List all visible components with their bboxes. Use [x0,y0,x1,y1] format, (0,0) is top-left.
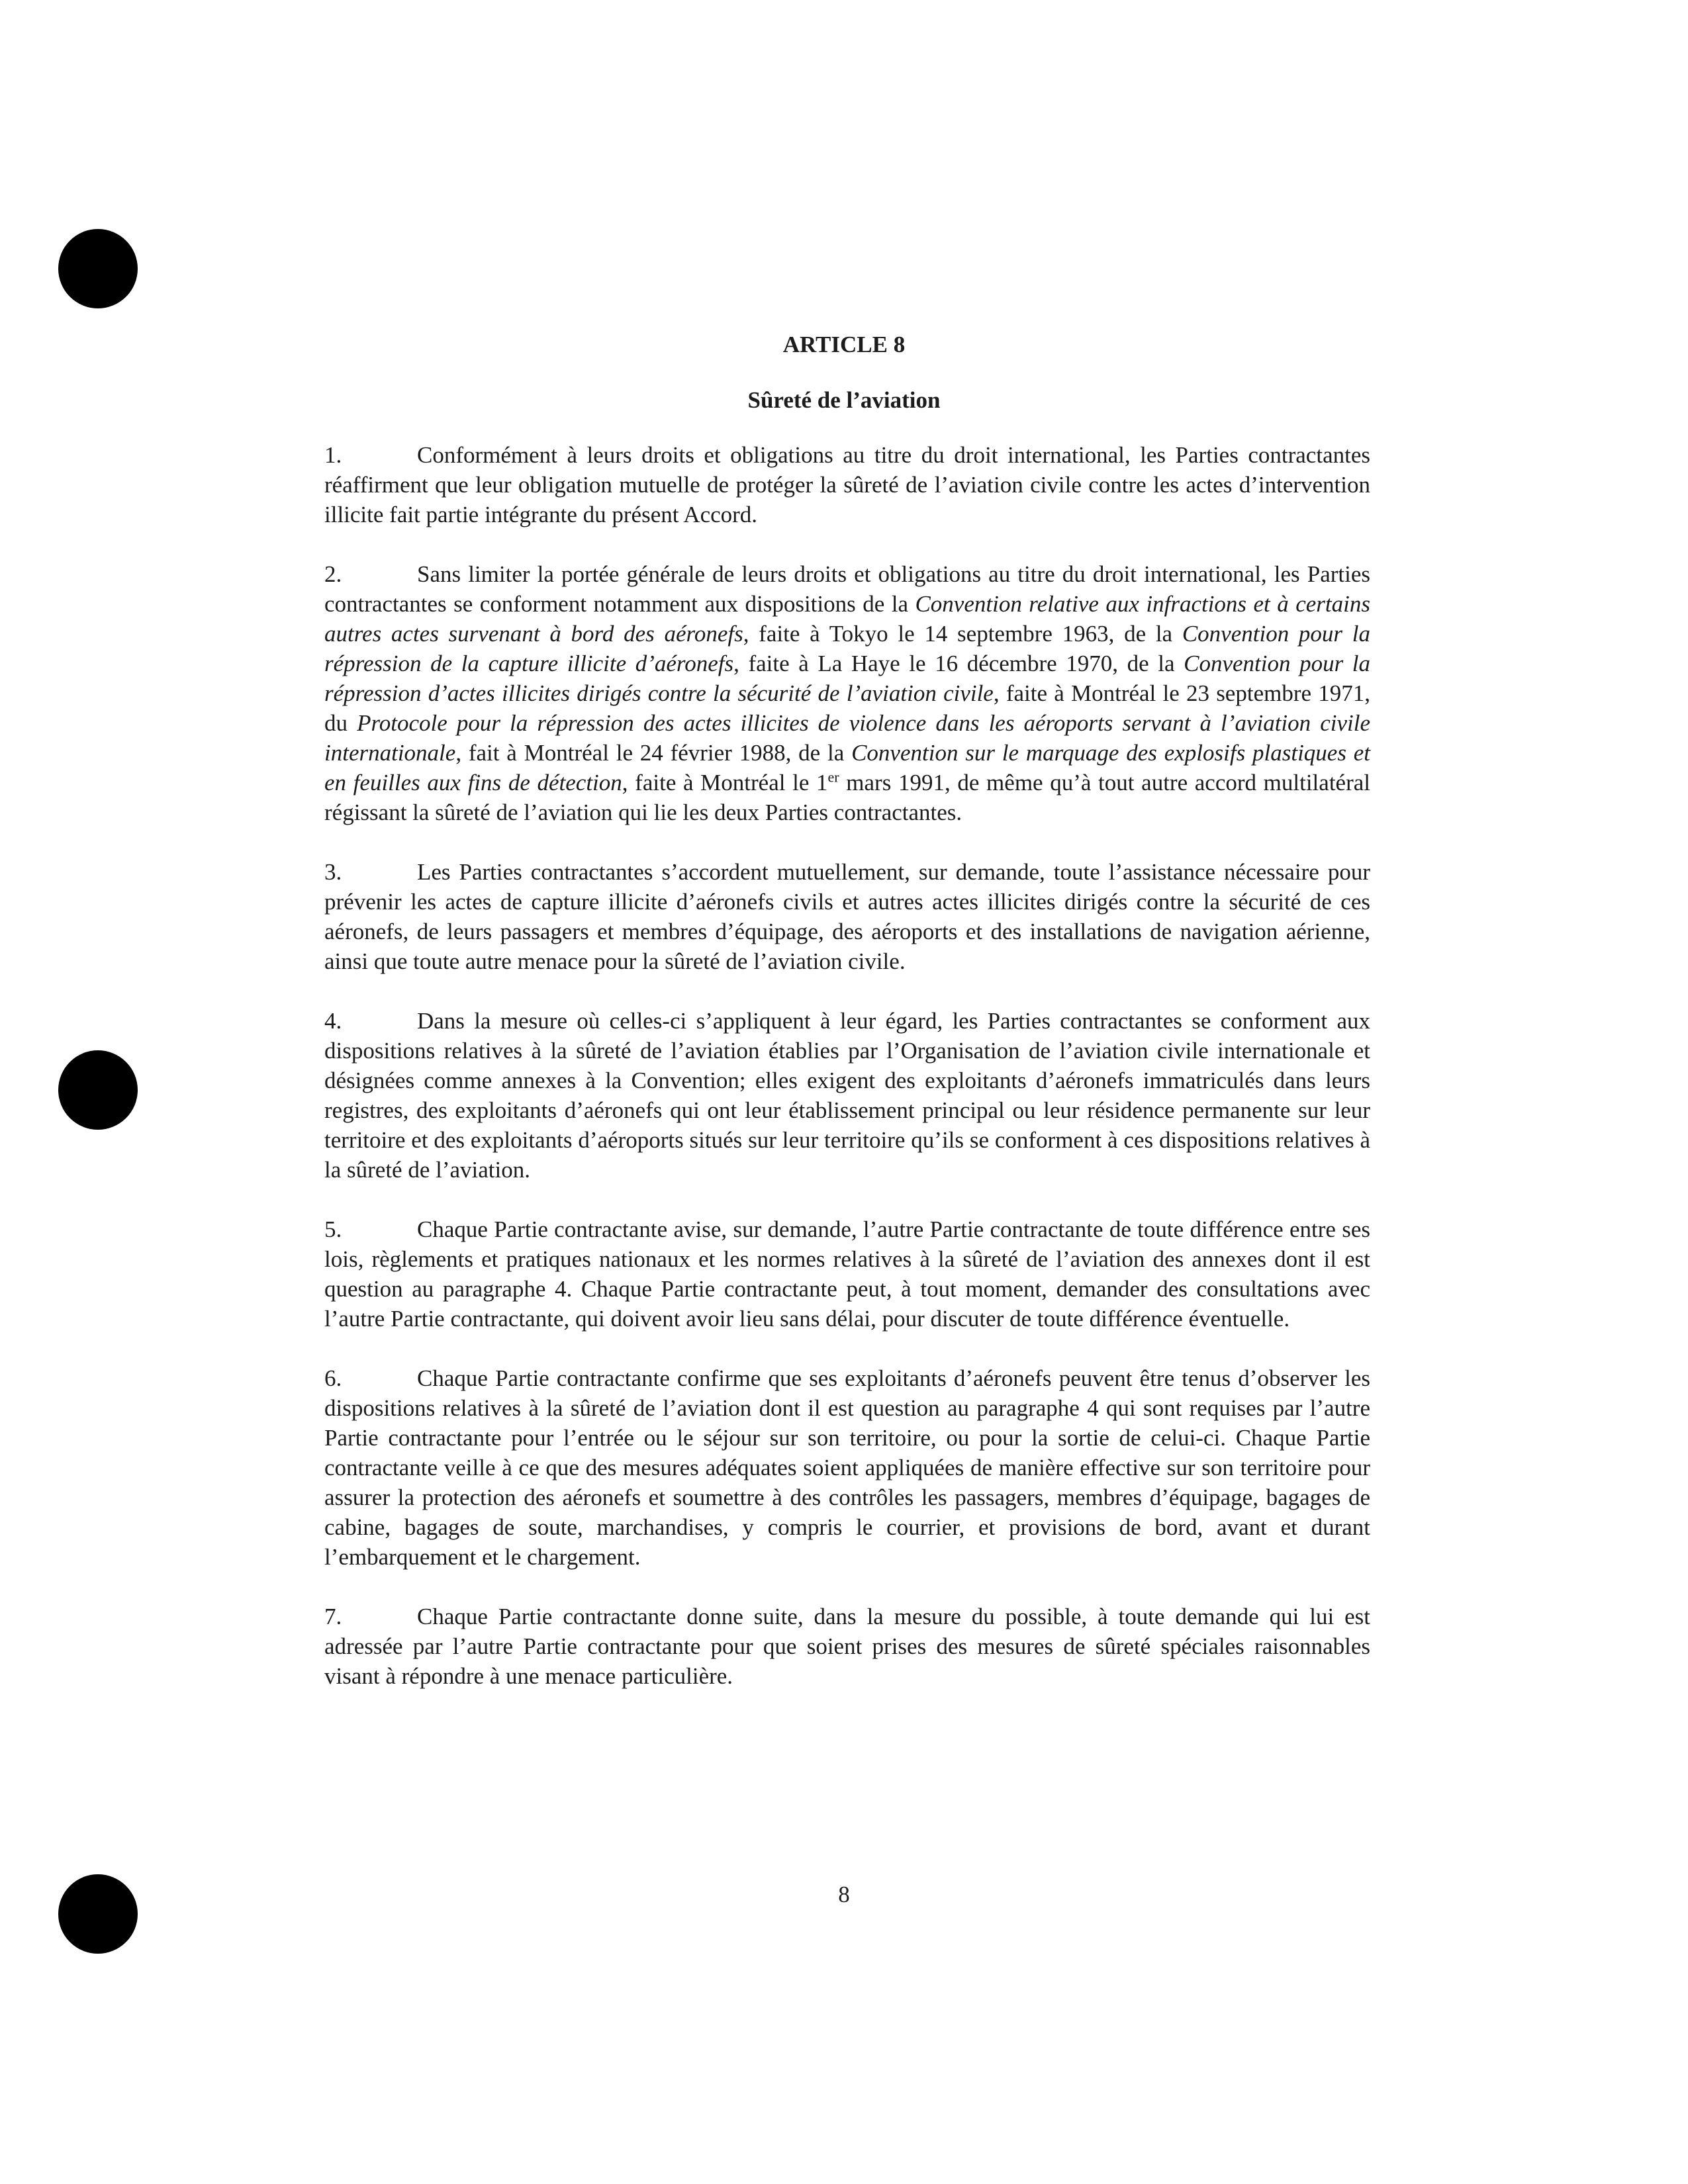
convention-title-tokyo: Convention relative aux infractions et à certains autres actes survenant à bord des aéronefs [324,591,1370,647]
paragraph-number: 2. [324,561,342,587]
convention-title-1991: Convention sur le marquage des explosifs plastiques et en feuilles aux fins de détection [324,740,1371,796]
paragraph-5 [324,1214,1370,1334]
paragraph-text: Chaque Partie contractante confirme que ses exploitants d’aéronefs peuvent être tenus d’observer les dispositions relatives à la sûreté de l’aviation dont il est question au paragraphe 4 qui sont requises par l’autre Partie contractante pour l’entrée ou le séjour sur son territoire, ou pour la sortie de celui-ci. Chaque Partie contractante veille à ce que des mesures adéquates soient appliquées de manière effective sur son territoire pour assurer la protection des aéronefs et soumettre à des contrôles les passagers, membres d’équipage, bagages de cabine, bagages de soute, marchandises, y compris le courrier, et provisions de bord, avant et durant l’embarquement et le chargement. [324,1365,1370,1570]
paragraph-1 [324,440,1370,529]
paragraph-text: Sans limiter la portée générale de leurs droits et obligations au titre du droit international, les Parties contractantes se conforment notamment aux dispositions de la [324,561,1370,617]
paragraph-7 [324,1602,1370,1691]
paragraph-text: , fait à Montréal le 24 février 1988, de la [455,740,852,766]
article-number: ARTICLE 8 [782,332,906,357]
ordinal-superscript: er [827,768,839,786]
paragraph-6 [324,1363,1370,1572]
paragraph-text: , faite à Montréal le 23 septembre 1971, du [324,680,1370,736]
article-title: Sûreté de l’aviation [747,387,941,413]
convention-title-la-haye: Convention pour la répression de la capture illicite d’aéronefs [324,621,1370,676]
paragraph-number: 7. [324,1604,342,1629]
paragraph-text: Les Parties contractantes s’accordent mutuellement, sur demande, toute l’assistance nécessaire pour prévenir les actes de capture illicite d’aéronefs civils et autres actes illicites dirigés contre la sécurité de ces aéronefs, de leurs passagers et membres d’équipage, des aéroports et des installations de navigation aérienne, ainsi que toute autre menace pour la sûreté de l’aviation civile. [324,859,1370,974]
paragraph-number: 6. [324,1365,342,1391]
paragraph-number: 5. [324,1216,342,1242]
paragraph-text: Conformément à leurs droits et obligations au titre du droit international, les Parties contractantes réaffirment que leur obligation mutuelle de protéger la sûreté de l’aviation civile contre les actes d’intervention illicite fait partie intégrante du présent Accord. [324,442,1370,527]
page-number: 8 [838,1882,850,1907]
paragraph-text: , faite à La Haye le 16 décembre 1970, de la [733,651,1184,676]
paragraph-text: mars 1991, de même qu’à tout autre accord multilatéral régissant la sûreté de l’aviation qui lie les deux Parties contractantes. [324,770,1370,825]
paragraph-text: , faite à Montréal le 1 [622,770,828,796]
convention-title-montreal-1971: Convention pour la répression d’actes illicites dirigés contre la sécurité de l’aviation civile [324,651,1371,706]
paragraph-text: Chaque Partie contractante avise, sur demande, l’autre Partie contractante de toute différence entre ses lois, règlements et pratiques nationaux et les normes relatives à la sûreté de l’aviation des annexes dont il est question au paragraphe 4. Chaque Partie contractante peut, à tout moment, demander des consultations avec l’autre Partie contractante, qui doivent avoir lieu sans délai, pour discuter de toute différence éventuelle. [324,1216,1370,1332]
paragraph-text: Dans la mesure où celles-ci s’appliquent à leur égard, les Parties contractantes se conforment aux dispositions relatives à la sûreté de l’aviation établies par l’Organisation de l’aviation civile internationale et désignées comme annexes à la Convention; elles exigent des exploitants d’aéronefs immatriculés dans leurs registres, des exploitants d’aéronefs qui ont leur établissement principal ou leur résidence permanente sur leur territoire et des exploitants d’aéroports situés sur leur territoire qu’ils se conforment à ces dispositions relatives à la sûreté de l’aviation. [324,1008,1370,1183]
protocol-title-1988: Protocole pour la répression des actes illicites de violence dans les aéroports servant à l’aviation civile internationale [324,710,1370,766]
paragraph-text: , faite à Tokyo le 14 septembre 1963, de la [743,621,1182,647]
paragraph-2 [324,559,1370,827]
paragraph-3 [324,857,1370,976]
paragraph-number: 1. [324,442,342,468]
paragraph-text: Chaque Partie contractante donne suite, dans la mesure du possible, à toute demande qui lui est adressée par l’autre Partie contractante pour que soient prises des mesures de sûreté spéciales raisonnables visant à répondre à une menace particulière. [324,1604,1370,1689]
paragraph-4 [324,1006,1370,1185]
paragraph-number: 3. [324,859,342,885]
paragraph-number: 4. [324,1008,342,1034]
article-body [324,440,1370,1721]
punch-hole [58,229,138,308]
punch-hole [58,1050,138,1130]
